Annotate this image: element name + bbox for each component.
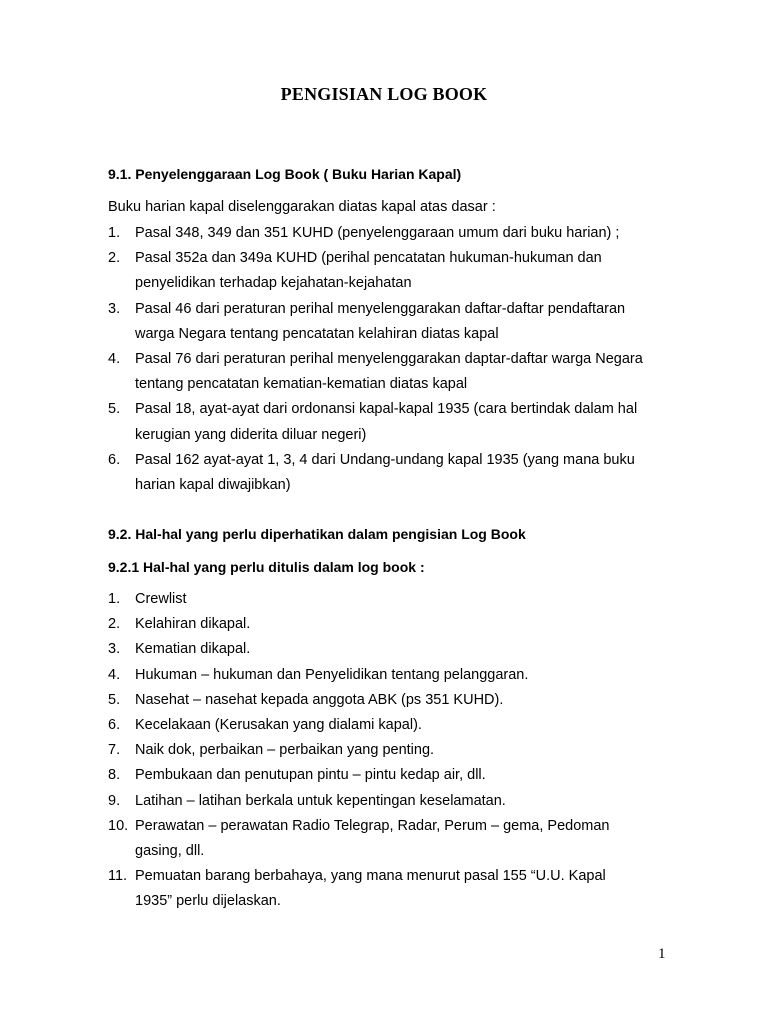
list-item-number: 4.	[108, 351, 121, 368]
list-item-text: Pemuatan barang berbahaya, yang mana menurut pasal 155 “U.U. Kapal	[135, 868, 606, 885]
list-item-number: 1.	[108, 225, 121, 241]
list-item-text: Pasal 352a dan 349a KUHD (perihal pencatatan hukuman-hukuman dan	[135, 250, 602, 267]
list-item	[0, 347, 768, 397]
list-item-text: Nasehat – nasehat kepada anggota ABK (ps 351 KUHD).	[135, 691, 504, 708]
list-item-text: Hukuman – hukuman dan Penyelidikan tentang pelanggaran.	[135, 666, 529, 683]
list-item-number: 5.	[108, 691, 121, 708]
list-item-number: 2.	[108, 250, 121, 267]
list-item	[0, 738, 768, 763]
list-item	[0, 663, 768, 688]
list-item-text: 1935” perlu dijelaskan.	[135, 893, 281, 910]
list-item-number: 11.	[108, 868, 128, 885]
list-item-number: 8.	[108, 767, 121, 784]
list-item-number: 9.	[108, 792, 121, 809]
list-item-number: 3.	[108, 641, 121, 658]
list-item	[0, 864, 768, 914]
list-item-text: Latihan – latihan berkala untuk kepentingan keselamatan.	[135, 792, 506, 809]
list-item-text: Kecelakaan (Kerusakan yang dialami kapal).	[135, 717, 422, 734]
list-item-number: 2.	[108, 616, 121, 633]
list-item	[0, 587, 768, 612]
list-item-text: Pasal 76 dari peraturan perihal menyelenggarakan daptar-daftar warga Negara	[135, 351, 643, 368]
list-item	[0, 637, 768, 662]
list-item-number: 4.	[108, 666, 121, 683]
list-item	[0, 688, 768, 713]
document-title: PENGISIAN LOG BOOK	[280, 84, 488, 104]
list-item	[0, 612, 768, 637]
section-2-subheading: 9.2.1 Hal-hal yang perlu ditulis dalam log book :	[108, 559, 425, 575]
list-item-text: gasing, dll.	[135, 843, 205, 860]
list-item-text: tentang pencatatan kematian-kematian diatas kapal	[135, 376, 468, 393]
list-item-text: Crewlist	[135, 591, 187, 607]
list-item-number: 1.	[108, 591, 121, 607]
list-item-text: warga Negara tentang pencatatan kelahiran diatas kapal	[135, 325, 499, 342]
list-item	[0, 221, 768, 246]
section-1-intro: Buku harian kapal diselenggarakan diatas kapal atas dasar :	[108, 199, 496, 215]
list-item	[0, 713, 768, 738]
list-item-text: harian kapal diwajibkan)	[135, 477, 291, 494]
list-item-text: Kematian dikapal.	[135, 641, 251, 658]
list-item-text: Pasal 348, 349 dan 351 KUHD (penyelenggaraan umum dari buku harian) ;	[135, 225, 620, 241]
list-item	[0, 297, 768, 347]
list-item-number: 3.	[108, 300, 121, 317]
list-item	[0, 397, 768, 447]
list-item-text: Pembukaan dan penutupan pintu – pintu kedap air, dll.	[135, 767, 486, 784]
section-1-list	[0, 221, 768, 498]
list-item-text: kerugian yang diderita diluar negeri)	[135, 426, 367, 443]
list-item-number: 5.	[108, 401, 121, 418]
list-item	[0, 448, 768, 498]
list-item-number: 7.	[108, 742, 121, 759]
list-item-number: 10.	[108, 817, 129, 834]
list-item-number: 6.	[108, 451, 121, 468]
list-item-text: Perawatan – perawatan Radio Telegrap, Radar, Perum – gema, Pedoman	[135, 817, 610, 834]
list-item-number: 6.	[108, 717, 121, 734]
list-item-text: penyelidikan terhadap kejahatan-kejahatan	[135, 275, 412, 292]
list-item	[0, 763, 768, 788]
list-item-text: Pasal 162 ayat-ayat 1, 3, 4 dari Undang-undang kapal 1935 (yang mana buku	[135, 451, 635, 468]
section-2-heading: 9.2. Hal-hal yang perlu diperhatikan dalam pengisian Log Book	[108, 526, 526, 542]
list-item	[0, 246, 768, 296]
list-item-text: Pasal 18, ayat-ayat dari ordonansi kapal-kapal 1935 (cara bertindak dalam hal	[135, 401, 638, 418]
list-item-text: Pasal 46 dari peraturan perihal menyelenggarakan daftar-daftar pendaftaran	[135, 300, 626, 317]
list-item-text: Naik dok, perbaikan – perbaikan yang penting.	[135, 742, 435, 759]
section-2-list	[0, 587, 768, 915]
list-item-text: Kelahiran dikapal.	[135, 616, 251, 633]
list-item	[0, 789, 768, 814]
section-1-heading: 9.1. Penyelenggaraan Log Book ( Buku Harian Kapal)	[108, 166, 462, 182]
page-number: 1	[658, 946, 666, 962]
list-item	[0, 814, 768, 864]
